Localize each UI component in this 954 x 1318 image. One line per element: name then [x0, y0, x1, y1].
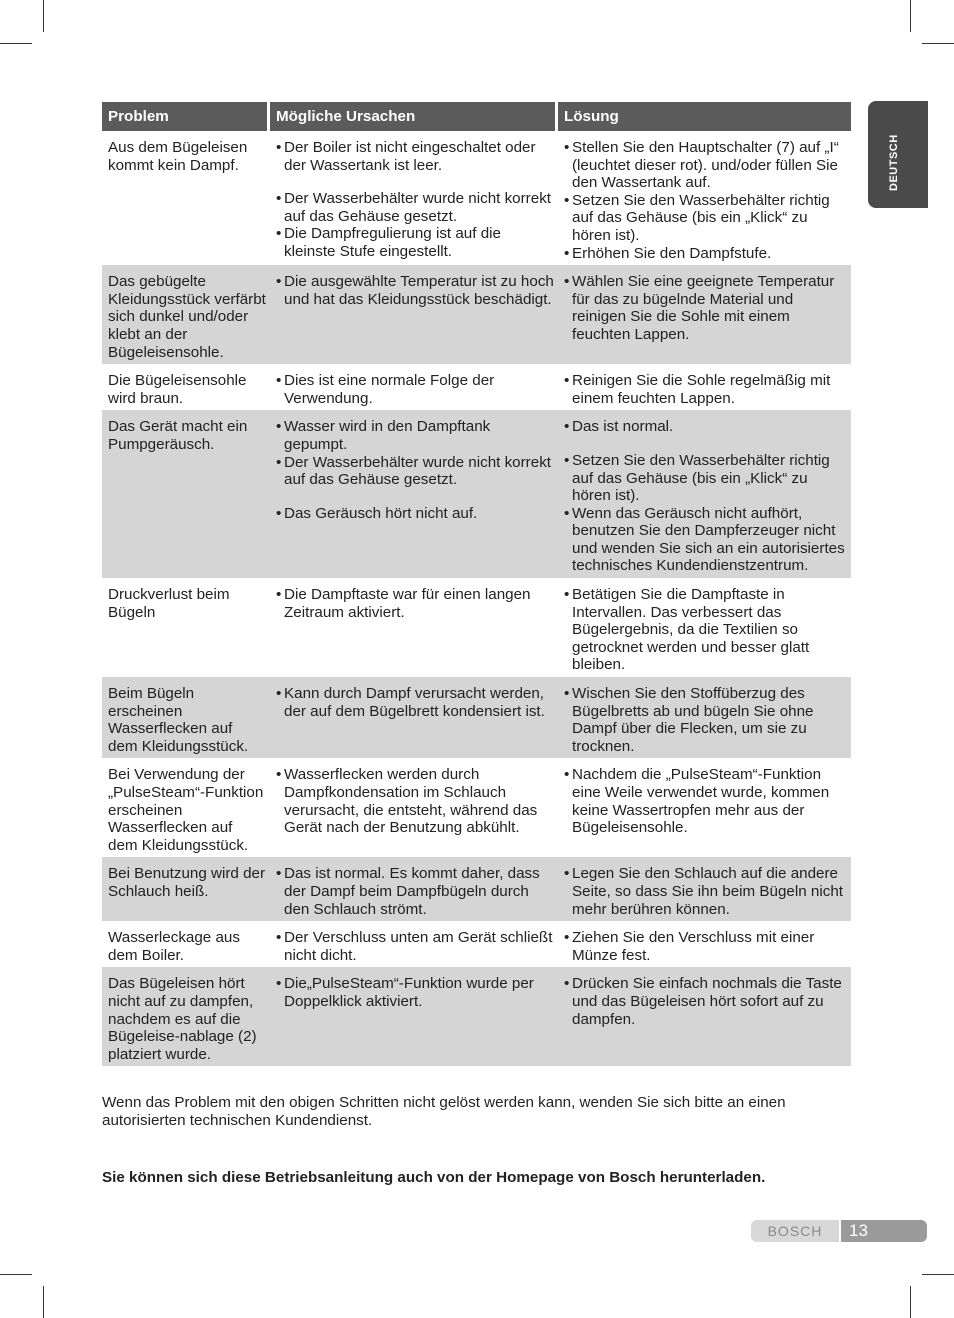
- table-header-row: [102, 102, 851, 131]
- solution-cell: [558, 967, 851, 1066]
- cause-cell: [270, 857, 558, 921]
- problem-cell: Das gebügelte Kleidungsstück verfärbt sich dunkel und/oder klebt an der Bügeleisensohle.: [102, 265, 270, 364]
- solution-cell: [558, 410, 851, 578]
- solution-item: • Setzen Sie den Wasserbehälter richtig auf das Gehäuse (bis ein „Klick“ zu hören ist).: [564, 192, 847, 245]
- crop-mark: [0, 43, 32, 44]
- cause-cell: [270, 265, 558, 364]
- solution-item: • Betätigen Sie die Dampftaste in Intervallen. Das verbessert das Bügelergebnis, da die Textilien so getrocknet werden und besser glatt bleiben.: [564, 586, 847, 674]
- cause-cell: [270, 967, 558, 1066]
- item-spacer: [276, 174, 554, 190]
- solution-item: • Setzen Sie den Wasserbehälter richtig auf das Gehäuse (bis ein „Klick“ zu hören ist).: [564, 452, 847, 505]
- solution-item: • Stellen Sie den Hauptschalter (7) auf „I“ (leuchtet dieser rot). und/oder füllen Sie den Wassertank auf.: [564, 139, 847, 192]
- table-row: [102, 265, 851, 364]
- solution-cell: [558, 131, 851, 265]
- item-spacer: [276, 489, 554, 505]
- cause-cell: [270, 677, 558, 758]
- cause-item: • Der Boiler ist nicht eingeschaltet oder der Wassertank ist leer.: [276, 139, 554, 174]
- cause-item: • Die„PulseSteam“-Funktion wurde per Doppelklick aktiviert.: [276, 975, 554, 1010]
- problem-cell: Druckverlust beim Bügeln: [108, 586, 230, 621]
- download-note: Sie können sich diese Betriebsanleitung auch von der Homepage von Bosch herunterladen.: [102, 1169, 766, 1186]
- solution-item: • Wenn das Geräusch nicht aufhört, benutzen Sie den Dampferzeuger nicht und wenden Sie sich an ein autorisiertes technisches Kundendienstzentrum.: [564, 505, 847, 575]
- solution-item: • Das ist normal.: [564, 418, 847, 436]
- solution-item: • Nachdem die „PulseSteam“-Funktion eine Weile verwendet wurde, kommen keine Wassertropfen mehr aus der Bügeleisensohle.: [564, 766, 847, 836]
- cause-item: • Die Dampfregulierung ist auf die kleinste Stufe eingestellt.: [276, 225, 554, 260]
- crop-mark: [922, 43, 954, 44]
- crop-mark: [0, 1274, 32, 1275]
- solution-cell: [558, 578, 851, 677]
- solution-item: • Wischen Sie den Stoffüberzug des Bügelbretts ab und bügeln Sie ohne Dampf über die Flecken, um sie zu trocknen.: [564, 685, 847, 755]
- crop-mark: [43, 0, 44, 32]
- solution-item: • Erhöhen Sie den Dampfstufe.: [564, 245, 847, 263]
- table-row: [102, 131, 851, 265]
- cause-item: • Der Wasserbehälter wurde nicht korrekt auf das Gehäuse gesetzt.: [276, 454, 554, 489]
- crop-mark: [43, 1286, 44, 1318]
- table-row: [102, 758, 851, 857]
- solution-cell: [558, 758, 851, 857]
- cause-item: • Die Dampftaste war für einen langen Zeitraum aktiviert.: [276, 586, 554, 621]
- problem-cell: Das Bügeleisen hört nicht auf zu dampfen, nachdem es auf die Bügeleise-nablage (2) platziert wurde.: [102, 967, 270, 1066]
- solution-item: • Reinigen Sie die Sohle regelmäßig mit einem feuchten Lappen.: [564, 372, 847, 407]
- cause-cell: [270, 921, 558, 967]
- solution-item: • Wählen Sie eine geeignete Temperatur für das zu bügelnde Material und reinigen Sie die Sohle mit einem feuchten Lappen.: [564, 273, 847, 343]
- item-spacer: [564, 436, 847, 452]
- problem-cell: Beim Bügeln erscheinen Wasserflecken auf dem Kleidungsstück.: [102, 677, 270, 758]
- problem-cell: Aus dem Bügeleisen kommt kein Dampf.: [108, 139, 248, 174]
- table-row: [102, 967, 851, 1066]
- cause-item: • Wasser wird in den Dampftank gepumpt.: [276, 418, 554, 453]
- problem-cell: Die Bügeleisensohle wird braun.: [108, 372, 247, 407]
- header-causes: Mögliche Ursachen: [270, 102, 558, 131]
- cause-item: • Das Geräusch hört nicht auf.: [276, 505, 554, 523]
- problem-cell: Das Gerät macht ein Pumpgeräusch.: [102, 410, 270, 578]
- table-row: [102, 410, 851, 578]
- solution-cell: [558, 921, 851, 967]
- solution-cell: [558, 265, 851, 364]
- cause-item: • Die ausgewählte Temperatur ist zu hoch und hat das Kleidungsstück beschädigt.: [276, 273, 554, 308]
- solution-cell: [558, 677, 851, 758]
- table-row: [102, 857, 851, 921]
- solution-cell: [558, 857, 851, 921]
- troubleshooting-table: [102, 102, 851, 1066]
- footer-brand: BOSCH: [751, 1220, 839, 1242]
- cause-cell: [270, 364, 558, 410]
- table-body: [102, 131, 851, 1066]
- table-row: [102, 578, 851, 677]
- language-tab-label: DEUTSCH: [888, 134, 900, 191]
- cause-item: • Wasserflecken werden durch Dampfkondensation im Schlauch verursacht, die entsteht, während das Gerät nach der Benutzung abkühlt.: [276, 766, 554, 836]
- header-problem: Problem: [102, 102, 270, 131]
- solution-item: • Drücken Sie einfach nochmals die Taste und das Bügeleisen hört sofort auf zu dampfen.: [564, 975, 847, 1028]
- cause-cell: [270, 410, 558, 578]
- cause-cell: [270, 758, 558, 857]
- solution-item: • Ziehen Sie den Verschluss mit einer Münze fest.: [564, 929, 847, 964]
- table-row: [102, 364, 851, 410]
- language-tab: [868, 101, 928, 208]
- crop-mark: [910, 0, 911, 32]
- problem-cell: Bei Benutzung wird der Schlauch heiß.: [102, 857, 270, 921]
- solution-cell: [558, 364, 851, 410]
- table-row: [102, 921, 851, 967]
- crop-mark: [910, 1286, 911, 1318]
- cause-item: • Das ist normal. Es kommt daher, dass der Dampf beim Dampfbügeln durch den Schlauch strömt.: [276, 865, 554, 918]
- cause-cell: [270, 578, 558, 677]
- cause-item: • Der Verschluss unten am Gerät schließt nicht dicht.: [276, 929, 554, 964]
- problem-cell: Wasserleckage aus dem Boiler.: [108, 929, 240, 964]
- cause-item: • Dies ist eine normale Folge der Verwendung.: [276, 372, 554, 407]
- problem-cell: Bei Verwendung der „PulseSteam“-Funktion erscheinen Wasserflecken auf dem Kleidungsstück.: [108, 766, 264, 854]
- cause-item: • Der Wasserbehälter wurde nicht korrekt auf das Gehäuse gesetzt.: [276, 190, 554, 225]
- page-number: 13: [841, 1220, 927, 1242]
- solution-item: • Legen Sie den Schlauch auf die andere Seite, so dass Sie ihn beim Bügeln nicht mehr berühren können.: [564, 865, 847, 918]
- crop-mark: [922, 1274, 954, 1275]
- cause-cell: [270, 131, 558, 265]
- support-note: Wenn das Problem mit den obigen Schritten nicht gelöst werden kann, wenden Sie sich bitte an einen autorisierten technischen Kundendienst.: [102, 1094, 786, 1129]
- cause-item: • Kann durch Dampf verursacht werden, der auf dem Bügelbrett kondensiert ist.: [276, 685, 554, 720]
- header-solution: Lösung: [558, 102, 851, 131]
- table-row: [102, 677, 851, 758]
